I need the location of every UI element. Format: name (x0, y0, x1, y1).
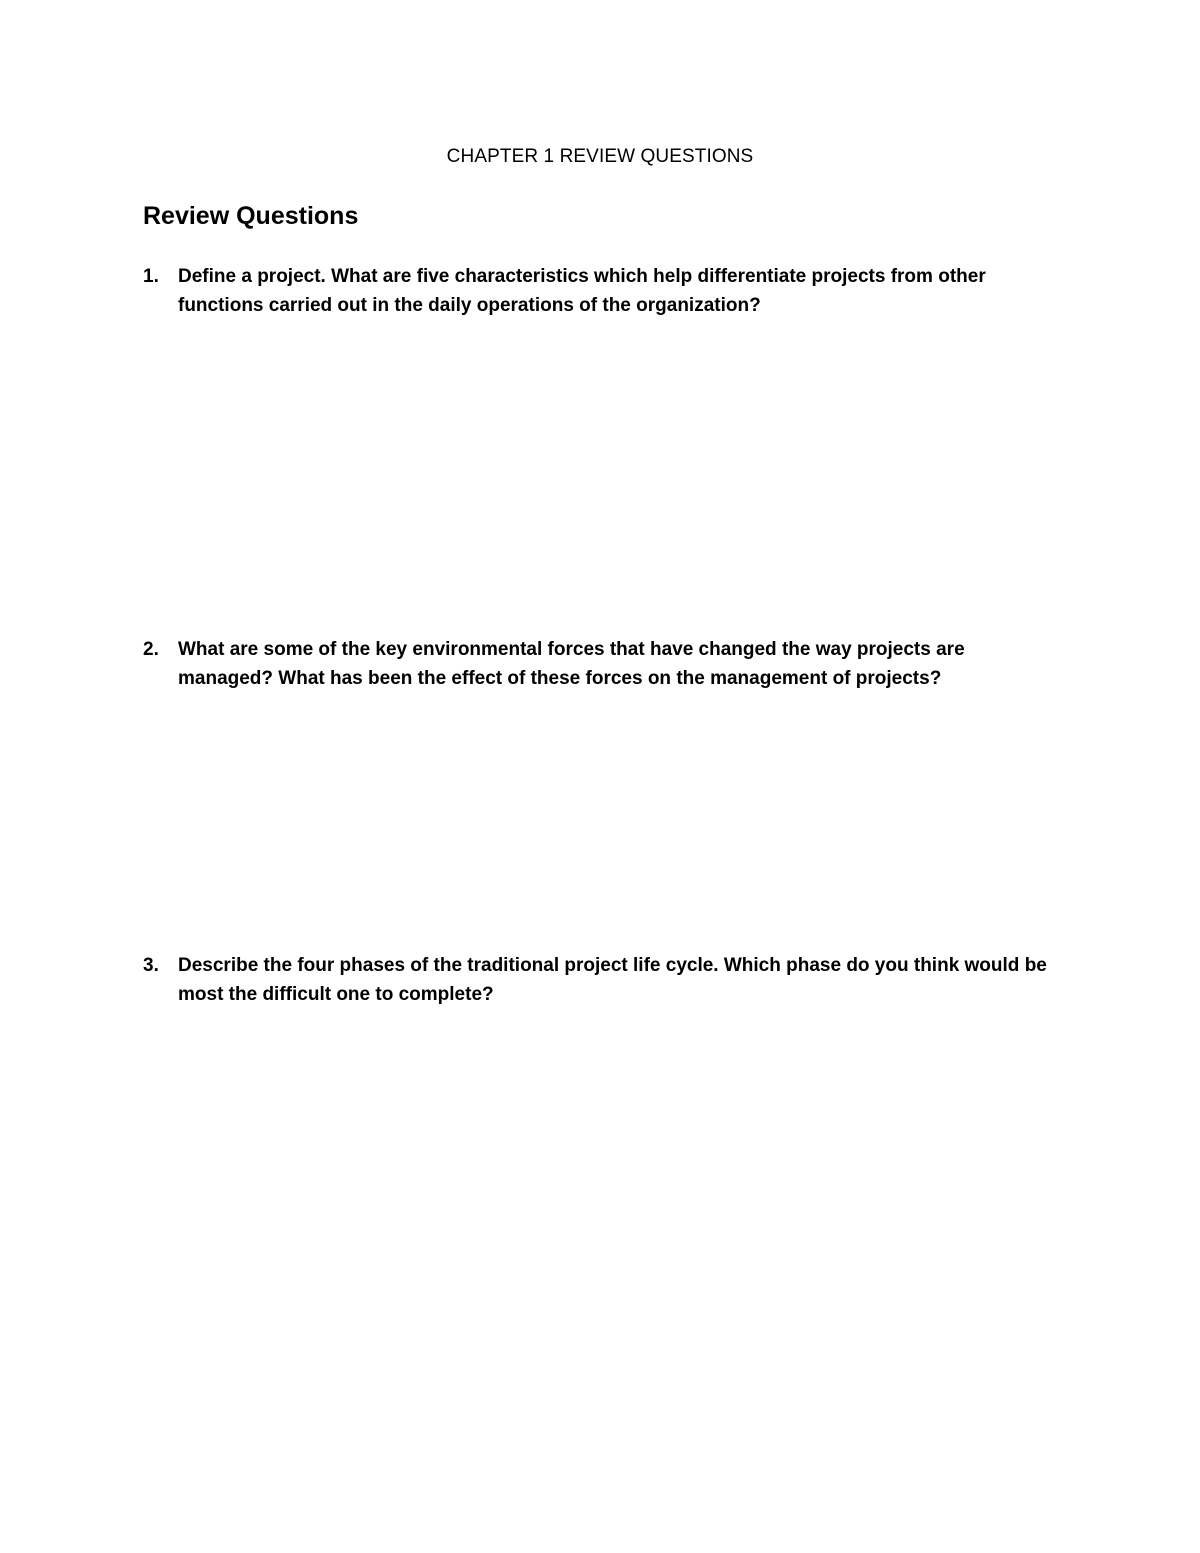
section-heading: Review Questions (143, 202, 359, 230)
question-number: 1. (143, 266, 159, 287)
document-title: CHAPTER 1 REVIEW QUESTIONS (446, 146, 754, 167)
question-number: 3. (143, 955, 159, 976)
question-item (143, 262, 1063, 320)
question-text: Describe the four phases of the traditional project life cycle. Which phase do you think would be most the difficult one to complete? (178, 955, 1047, 1005)
question-text: What are some of the key environmental forces that have changed the way projects are managed? What has been the effect of these forces on the management of projects? (178, 639, 965, 689)
question-text: Define a project. What are five characteristics which help differentiate projects from other functions carried out in the daily operations of the organization? (178, 266, 986, 316)
question-number: 2. (143, 639, 159, 660)
question-item (143, 951, 1063, 1009)
question-item (143, 635, 1063, 693)
